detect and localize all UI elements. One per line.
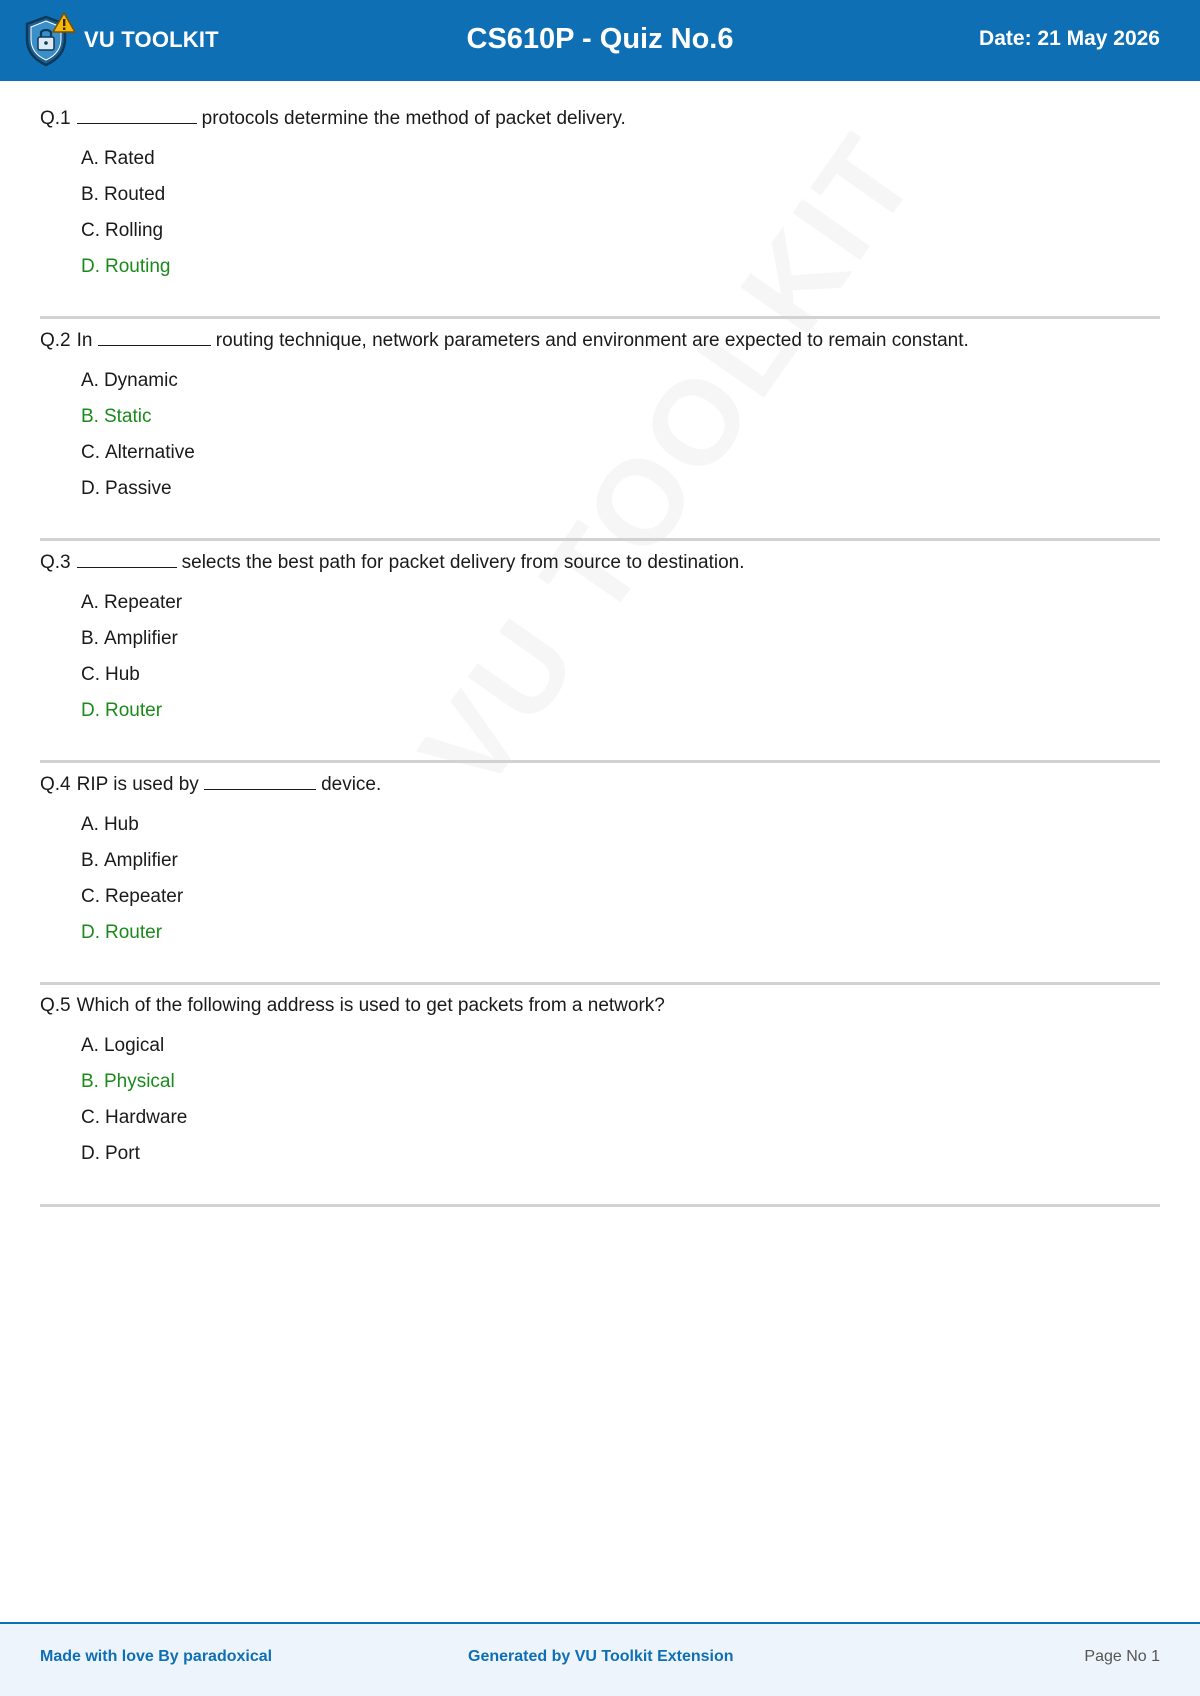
option-a [81,147,1160,183]
question-5 [40,985,1160,1207]
option-d [81,255,1160,291]
option-text: Amplifier [103,850,178,871]
question-suffix: device. [321,774,382,795]
option-letter: B. [81,850,99,871]
option-c [81,663,1160,699]
option-b [81,183,1160,219]
option-d [81,921,1160,957]
option-letter: A. [81,592,99,613]
option-b [81,405,1160,441]
page-title: CS610P - Quiz No.6 [466,23,734,55]
option-letter: A. [81,814,99,835]
option-letter: B. [81,184,99,205]
option-letter: A. [81,370,99,391]
option-letter: C. [81,886,100,907]
quiz-date: Date: 21 May 2026 [979,27,1160,50]
question-number: Q.3 [40,552,71,573]
option-text: Repeater [105,886,184,907]
option-list [40,591,1160,735]
question-prefix: Which of the following address is used to get packets from a network? [76,995,665,1016]
shield-lock-warning-icon [20,11,78,69]
question-number: Q.4 [40,774,71,795]
question-3 [40,541,1160,763]
option-list [40,369,1160,513]
question-4 [40,763,1160,985]
option-b [81,849,1160,885]
option-b [81,1070,1160,1106]
option-letter: C. [81,442,100,463]
option-text: Routed [103,184,166,205]
answer-blank [77,106,197,124]
option-a [81,369,1160,405]
option-text: Dynamic [103,370,178,391]
question-suffix: selects the best path for packet delivery from source to destination. [181,552,745,573]
question-text [40,985,1160,1018]
question-text [40,541,1160,575]
answer-blank [77,550,177,568]
option-text: Hub [103,814,139,835]
page-number: Page No 1 [1084,1648,1160,1665]
question-text [40,319,1160,353]
option-text: Port [105,1143,140,1164]
option-c [81,1106,1160,1142]
option-letter: D. [81,256,100,277]
question-1 [40,97,1160,319]
option-letter: D. [81,1143,100,1164]
answer-blank [204,772,316,790]
option-letter: B. [81,406,99,427]
question-text [40,97,1160,131]
option-text: Router [105,922,163,943]
option-letter: C. [81,220,100,241]
option-letter: D. [81,922,100,943]
brand [20,11,219,69]
option-text: Logical [103,1035,165,1056]
question-number: Q.1 [40,108,71,129]
footer-credit: Made with love By paradoxical [40,1648,273,1665]
option-letter: B. [81,1071,99,1092]
option-letter: C. [81,1107,100,1128]
option-text: Static [103,406,152,427]
option-c [81,885,1160,921]
page-footer [0,1622,1200,1696]
option-text: Physical [103,1071,175,1092]
question-suffix: protocols determine the method of packet delivery. [201,108,626,129]
option-letter: A. [81,148,99,169]
question-2 [40,319,1160,541]
option-letter: D. [81,700,100,721]
brand-name: VU TOOLKIT [84,27,219,52]
option-text: Rolling [105,220,164,241]
option-letter: C. [81,664,100,685]
question-number: Q.5 [40,995,71,1016]
option-list [40,813,1160,957]
question-list [40,97,1160,1207]
option-letter: B. [81,628,99,649]
option-letter: A. [81,1035,99,1056]
option-text: Alternative [105,442,195,463]
option-d [81,477,1160,513]
question-number: Q.2 [40,330,71,351]
question-text [40,763,1160,797]
option-d [81,699,1160,735]
question-prefix: In [76,330,93,351]
question-suffix: routing technique, network parameters and environment are expected to remain constant. [215,330,969,351]
option-text: Hardware [105,1107,188,1128]
option-d [81,1142,1160,1178]
footer-generator: Generated by VU Toolkit Extension [468,1648,734,1665]
option-text: Passive [105,478,172,499]
option-a [81,813,1160,849]
option-b [81,627,1160,663]
option-text: Repeater [103,592,183,613]
option-text: Routing [105,256,171,277]
option-a [81,591,1160,627]
page-header [0,0,1200,81]
option-a [81,1034,1160,1070]
option-text: Router [105,700,163,721]
option-letter: D. [81,478,100,499]
answer-blank [98,328,211,346]
option-list [40,147,1160,291]
option-text: Amplifier [103,628,178,649]
option-c [81,441,1160,477]
option-text: Hub [105,664,140,685]
option-list [40,1034,1160,1178]
question-prefix: RIP is used by [76,774,199,795]
option-c [81,219,1160,255]
option-text: Rated [103,148,155,169]
